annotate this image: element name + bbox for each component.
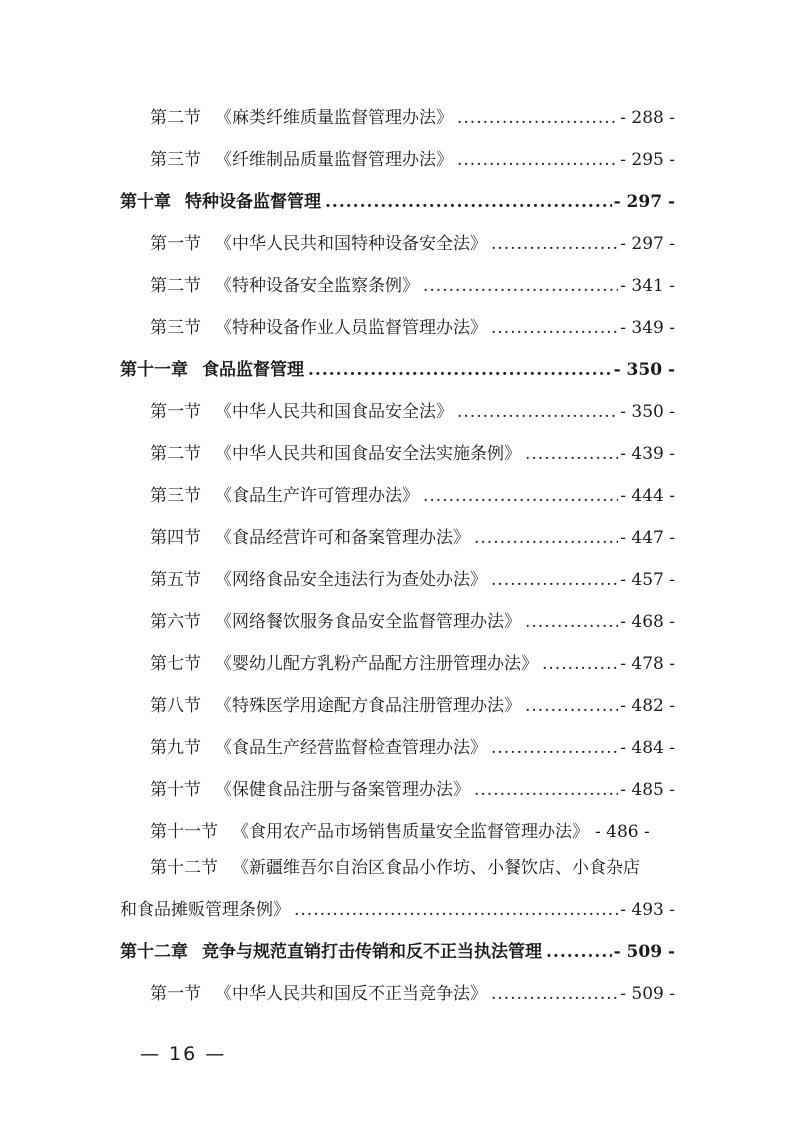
entry-page: - 482 - <box>620 696 675 716</box>
entry-title: 《纤维制品质量监督管理办法》 <box>215 150 453 170</box>
entry-number: 第二节 <box>150 444 201 464</box>
entry-title: 《特殊医学用途配方食品注册管理办法》 <box>215 696 521 716</box>
leader-dots <box>491 733 618 763</box>
entry-page: - 468 - <box>620 612 675 632</box>
entry-title: 《特种设备安全监察条例》 <box>215 276 419 296</box>
entry-title: 《网络餐饮服务食品安全监督管理办法》 <box>215 612 521 632</box>
leader-dots <box>325 187 612 217</box>
entry-number: 第三节 <box>150 150 201 170</box>
leader-dots <box>546 937 612 967</box>
chapter-title: 特种设备监督管理 <box>185 192 321 212</box>
entry-number: 第七节 <box>150 654 201 674</box>
entry-title: 《中华人民共和国反不正当竞争法》 <box>215 984 487 1004</box>
entry-title: 《中华人民共和国特种设备安全法》 <box>215 234 487 254</box>
page-number: — 16 — <box>140 1043 227 1065</box>
toc-entry <box>150 817 675 847</box>
toc-entry <box>150 979 675 1009</box>
toc-entry <box>150 523 675 553</box>
entry-title: 《麻类纤维质量监督管理办法》 <box>215 108 453 128</box>
entry-title: 《特种设备作业人员监督管理办法》 <box>215 318 487 338</box>
entry-number: 第八节 <box>150 696 201 716</box>
leader-dots <box>491 313 618 343</box>
leader-dots <box>457 145 618 175</box>
toc-entry <box>150 775 675 805</box>
entry-number: 第五节 <box>150 570 201 590</box>
entry-number: 第十一节 <box>150 822 218 842</box>
toc-entry <box>150 439 675 469</box>
entry-title: 《食品生产经营监督检查管理办法》 <box>215 738 487 758</box>
chapter-number: 第十二章 <box>120 942 188 962</box>
chapter-page: - 509 - <box>613 942 675 962</box>
chapter-title: 竞争与规范直销打击传销和反不正当执法管理 <box>202 942 542 962</box>
toc-entry <box>150 691 675 721</box>
entry-title: 《网络食品安全违法行为查处办法》 <box>215 570 487 590</box>
toc-entry <box>150 145 675 175</box>
entry-page: - 439 - <box>620 444 675 464</box>
entry-page: - 486 - <box>595 822 650 842</box>
entry-page: - 295 - <box>620 150 675 170</box>
leader-dots <box>525 691 618 721</box>
toc-chapter <box>120 937 675 967</box>
entry-page: - 341 - <box>620 276 675 296</box>
entry-page: - 288 - <box>620 108 675 128</box>
entry-page: - 349 - <box>620 318 675 338</box>
entry-number: 第二节 <box>150 276 201 296</box>
entry-number: 第二节 <box>150 108 201 128</box>
toc-chapter <box>120 187 675 217</box>
entry-number: 第一节 <box>150 234 201 254</box>
toc-entry <box>150 271 675 301</box>
entry-page: - 478 - <box>620 654 675 674</box>
entry-number: 第一节 <box>150 984 201 1004</box>
toc-entry <box>150 229 675 259</box>
entry-title: 《新疆维吾尔自治区食品小作坊、小餐饮店、小食杂店 <box>232 858 640 878</box>
entry-page: - 444 - <box>620 486 675 506</box>
leader-dots <box>308 355 612 385</box>
entry-number: 第十节 <box>150 780 201 800</box>
entry-page: - 297 - <box>620 234 675 254</box>
entry-number: 第三节 <box>150 318 201 338</box>
chapter-page: - 297 - <box>613 192 675 212</box>
toc-entry-continuation <box>120 895 675 925</box>
entry-page: - 457 - <box>620 570 675 590</box>
leader-dots <box>423 481 618 511</box>
toc-entry <box>150 853 675 883</box>
toc-entry <box>150 565 675 595</box>
chapter-number: 第十一章 <box>120 360 188 380</box>
entry-title: 《食用农产品市场销售质量安全监督管理办法》 <box>232 822 589 842</box>
leader-dots <box>474 775 618 805</box>
toc-entry <box>150 397 675 427</box>
toc-entry <box>150 649 675 679</box>
leader-dots <box>491 979 618 1009</box>
leader-dots <box>294 895 618 925</box>
toc-entry <box>150 733 675 763</box>
entry-number: 第九节 <box>150 738 201 758</box>
entry-title: 《食品经营许可和备案管理办法》 <box>215 528 470 548</box>
entry-title: 《食品生产许可管理办法》 <box>215 486 419 506</box>
chapter-page: - 350 - <box>613 360 675 380</box>
toc-entry <box>150 481 675 511</box>
entry-number: 第一节 <box>150 402 201 422</box>
entry-number: 第四节 <box>150 528 201 548</box>
toc-entry <box>150 607 675 637</box>
leader-dots <box>525 607 618 637</box>
chapter-number: 第十章 <box>120 192 171 212</box>
entry-number: 第六节 <box>150 612 201 632</box>
chapter-title: 食品监督管理 <box>202 360 304 380</box>
leader-dots <box>491 229 618 259</box>
leader-dots <box>457 103 618 133</box>
leader-dots <box>474 523 618 553</box>
toc-entry <box>150 313 675 343</box>
entry-page: - 484 - <box>620 738 675 758</box>
leader-dots <box>525 439 618 469</box>
entry-number: 第十二节 <box>150 858 218 878</box>
toc-chapter <box>120 355 675 385</box>
entry-page: - 485 - <box>620 780 675 800</box>
entry-page: - 350 - <box>620 402 675 422</box>
entry-title: 《保健食品注册与备案管理办法》 <box>215 780 470 800</box>
leader-dots <box>457 397 618 427</box>
entry-title: 《中华人民共和国食品安全法》 <box>215 402 453 422</box>
toc-entry <box>150 103 675 133</box>
leader-dots <box>491 565 618 595</box>
entry-title: 《婴幼儿配方乳粉产品配方注册管理办法》 <box>215 654 538 674</box>
entry-title-continuation: 和食品摊贩管理条例》 <box>120 900 290 920</box>
entry-title: 《中华人民共和国食品安全法实施条例》 <box>215 444 521 464</box>
leader-dots <box>542 649 618 679</box>
entry-page: - 447 - <box>620 528 675 548</box>
leader-dots <box>423 271 618 301</box>
entry-number: 第三节 <box>150 486 201 506</box>
entry-page: - 493 - <box>620 900 675 920</box>
entry-page: - 509 - <box>620 984 675 1004</box>
